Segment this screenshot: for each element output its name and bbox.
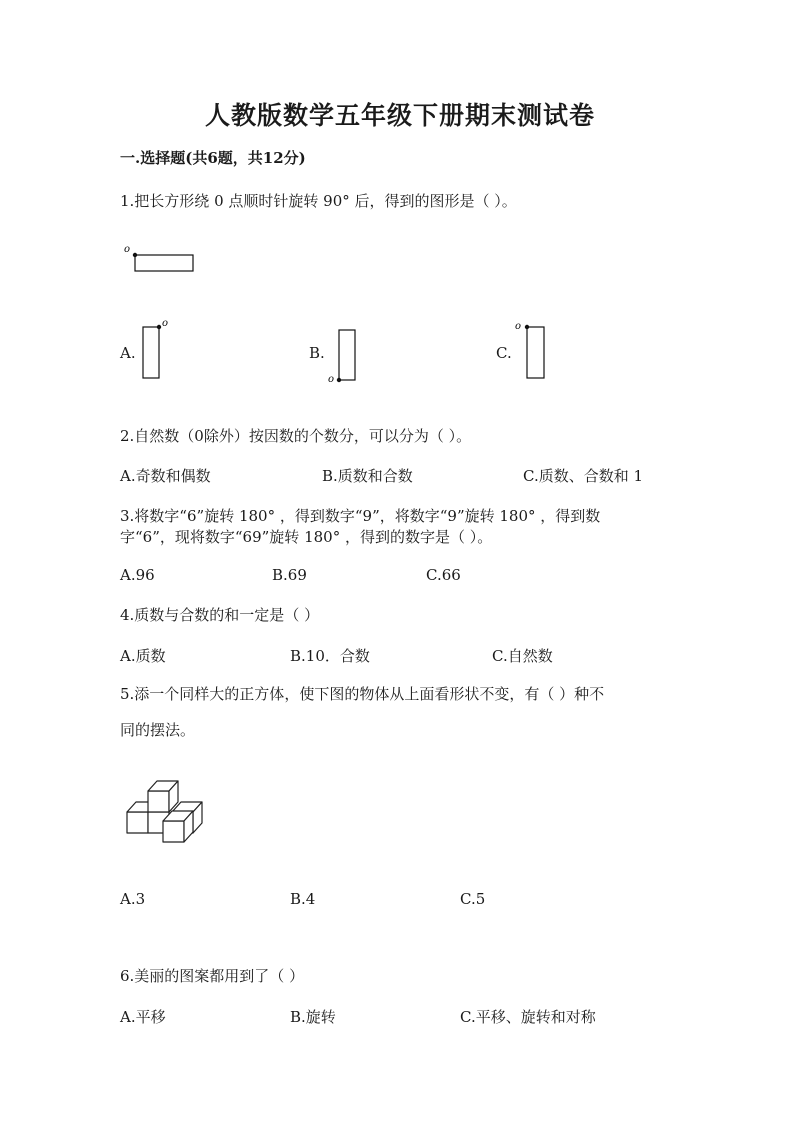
q4-option-a[interactable]: A.质数 — [120, 647, 166, 665]
q1-option-b-figure — [325, 325, 365, 385]
q5-option-b[interactable]: B.4 — [290, 890, 316, 908]
question-3-text-line1: 3.将数字“6”旋转 180° ，得到数字“9”，将数字“9”旋转 180° ，得到数 — [120, 507, 601, 525]
point-o-dot-b — [337, 378, 341, 382]
q1-option-a-figure — [140, 315, 180, 385]
q1-option-c[interactable]: C. — [496, 344, 512, 362]
q1-option-b[interactable]: B. — [309, 344, 325, 362]
q5-option-c[interactable]: C.5 — [460, 890, 486, 908]
question-5-text-line2: 同的摆法。 — [120, 721, 196, 739]
q6-option-a[interactable]: A.平移 — [120, 1008, 166, 1026]
point-o-label-a: o — [162, 318, 169, 329]
question-5-text-line1: 5.添一个同样大的正方体，使下图的物体从上面看形状不变，有（ ）种不 — [120, 685, 605, 703]
q2-option-a[interactable]: A.奇数和偶数 — [120, 467, 211, 485]
original-rectangle — [135, 255, 193, 271]
point-o-label: o — [124, 244, 131, 255]
page-title: 人教版数学五年级下册期末测试卷 — [204, 101, 595, 130]
q5-option-a[interactable]: A.3 — [120, 890, 146, 908]
rotated-rectangle-a — [143, 327, 159, 378]
point-o-dot-a — [157, 325, 161, 329]
q2-option-c[interactable]: C.质数、合数和 1 — [523, 467, 644, 485]
question-3-text-line2: 字“6”，现将数字“69”旋转 180° ，得到的数字是（ ）。 — [120, 528, 493, 546]
q1-option-c-figure — [512, 318, 552, 383]
q1-original-rectangle-figure — [120, 238, 200, 278]
q3-option-b[interactable]: B.69 — [272, 566, 307, 584]
question-6-text: 6.美丽的图案都用到了（ ） — [120, 967, 305, 985]
q4-option-c[interactable]: C.自然数 — [492, 647, 553, 665]
question-4-text: 4.质数与合数的和一定是（ ） — [120, 606, 320, 624]
point-o-label-c: o — [515, 321, 522, 332]
section-heading: 一.选择题(共6题，共12分) — [120, 149, 306, 167]
q6-option-b[interactable]: B.旋转 — [290, 1008, 336, 1026]
question-1-text: 1.把长方形绕 0 点顺时针旋转 90° 后，得到的图形是（ ）。 — [120, 192, 517, 210]
q4-option-b[interactable]: B.10．合数 — [290, 647, 370, 665]
q2-option-b[interactable]: B.质数和合数 — [322, 467, 413, 485]
q3-option-a[interactable]: A.96 — [120, 566, 155, 584]
q3-option-c[interactable]: C.66 — [426, 566, 461, 584]
q5-cube-figure — [120, 775, 220, 855]
rotated-rectangle-b — [339, 330, 355, 380]
q6-option-c[interactable]: C.平移、旋转和对称 — [460, 1008, 596, 1026]
question-2-text: 2.自然数（0除外）按因数的个数分，可以分为（ ）。 — [120, 427, 472, 445]
rotated-rectangle-c — [527, 327, 544, 378]
q1-option-a[interactable]: A. — [120, 344, 136, 362]
point-o-label-b: o — [328, 374, 335, 385]
